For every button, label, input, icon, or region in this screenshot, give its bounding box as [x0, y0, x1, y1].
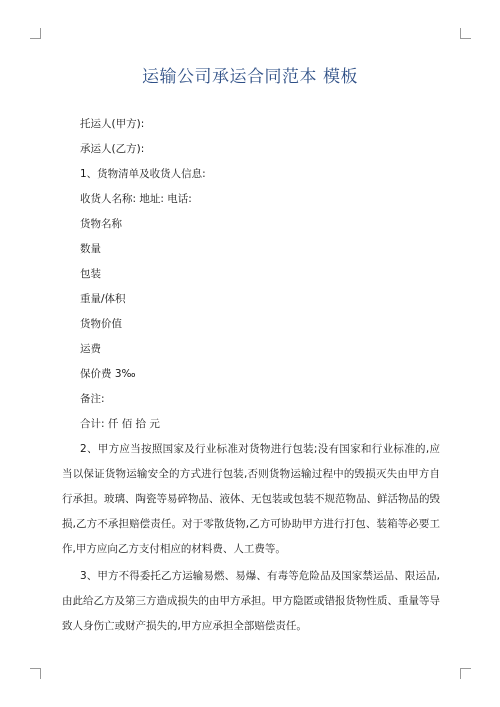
- crop-mark-top-right: [460, 28, 471, 39]
- crop-mark-bottom-left: [30, 668, 41, 679]
- clause-2-text: 2、甲方应当按照国家及行业标准对货物进行包装;没有国家和行业标准的,应当以保证货物运输安全的方式进行包装,否则货物运输过程中的毁损灭失由甲方自行承担。玻璃、陶瓷等易碎物品、液体、无包装或包装不规范物品、鲜活物品的毁损,乙方不承担赔偿责任。对于零散货物,乙方可协助甲方进行打包、装箱等必要工作,甲方应向乙方支付相应的材料费、人工费等。: [62, 443, 440, 555]
- document-title: 运输公司承运合同范本 模板: [142, 67, 358, 87]
- freight-line: 运费: [80, 343, 101, 355]
- crop-mark-top-left: [30, 28, 41, 39]
- cargo-value-line: 货物价值: [80, 318, 122, 330]
- clause-2-paragraph: [62, 437, 440, 562]
- clause-3-paragraph: [62, 564, 440, 639]
- total-line: 合计: 仟 佰 拾 元: [80, 418, 160, 430]
- cargo-name-line: 货物名称: [80, 218, 122, 230]
- weight-volume-line: 重量/体积: [80, 293, 126, 305]
- crop-mark-bottom-right: [460, 668, 471, 679]
- clause-3-text: 3、甲方不得委托乙方运输易燃、易爆、有毒等危险品及国家禁运品、限运品,由此给乙方及第三方造成损失的由甲方承担。甲方隐匿或错报货物性质、重量等导致人身伤亡或财产损失的,甲方应承担全部赔偿责任。: [62, 570, 440, 632]
- packaging-line: 包装: [80, 268, 101, 280]
- shipper-line: 托运人(甲方):: [80, 118, 145, 130]
- carrier-line: 承运人(乙方):: [80, 143, 145, 155]
- remarks-line: 备注:: [80, 393, 105, 405]
- consignee-info-line: 收货人名称: 地址: 电话:: [80, 193, 192, 205]
- quantity-line: 数量: [80, 243, 101, 255]
- cargo-list-heading: 1、货物清单及收货人信息:: [80, 168, 206, 180]
- insurance-fee-line: 保价费 3‰: [80, 368, 136, 380]
